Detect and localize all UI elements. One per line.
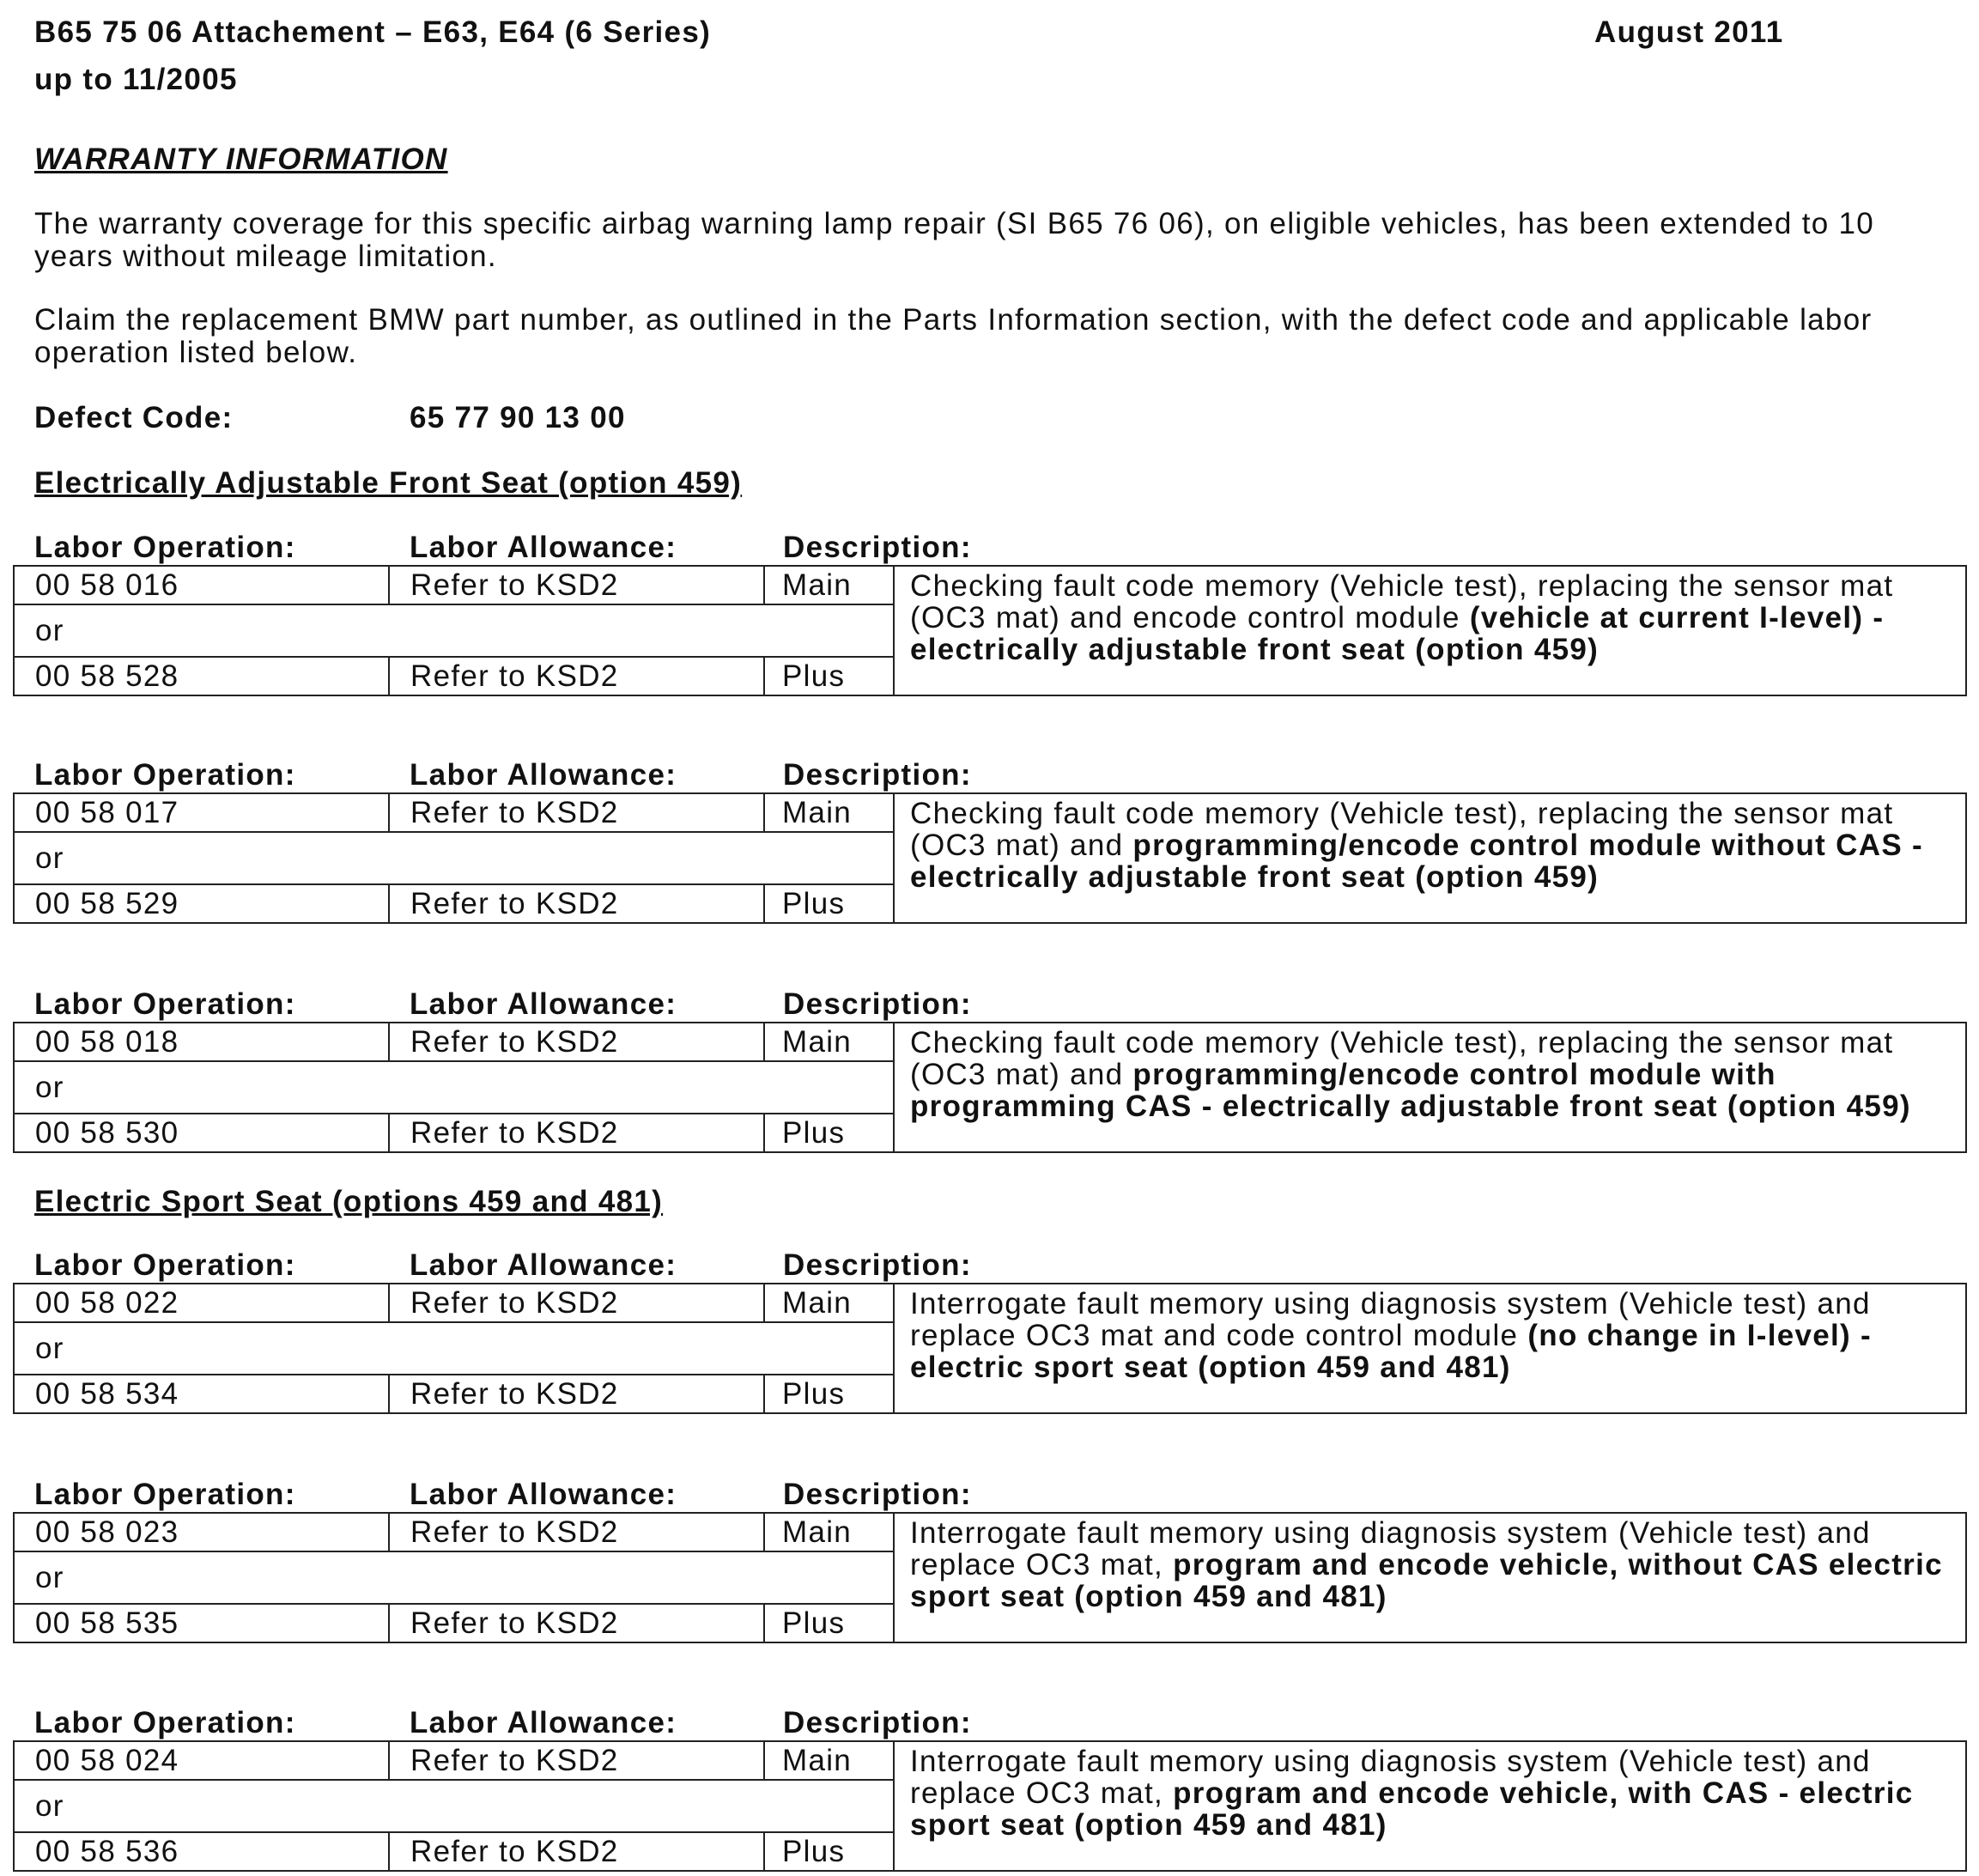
or-separator: or (14, 604, 894, 657)
description-text: Interrogate fault memory using diagnosis system (Vehicle test) and replace OC3 mat, (910, 1516, 1871, 1582)
operation-type-plus: Plus (764, 1604, 894, 1642)
operation-type-plus: Plus (764, 1114, 894, 1152)
column-header-description: Description: (783, 1248, 972, 1282)
description-text: Interrogate fault memory using diagnosis system (Vehicle test) and replace OC3 mat and code control module (910, 1287, 1871, 1352)
labor-operation-main: 00 58 024 (14, 1741, 389, 1780)
warranty-heading: WARRANTY INFORMATION (34, 143, 448, 176)
operation-type-main: Main (764, 1741, 894, 1780)
column-header-labor-operation: Labor Operation: (34, 1248, 296, 1282)
description-text: Interrogate fault memory using diagnosis system (Vehicle test) and replace OC3 mat, (910, 1745, 1871, 1810)
description-cell (894, 793, 1966, 923)
or-separator: or (14, 1061, 894, 1114)
labor-operation-plus: 00 58 529 (14, 884, 389, 923)
document-subtitle: up to 11/2005 (34, 63, 238, 96)
description-cell (894, 1023, 1966, 1152)
labor-operation-plus: 00 58 535 (14, 1604, 389, 1642)
operation-type-main: Main (764, 793, 894, 832)
operation-type-plus: Plus (764, 1832, 894, 1871)
labor-allowance-plus: Refer to KSD2 (389, 884, 764, 923)
description-cell (894, 1284, 1966, 1413)
column-header-description: Description: (783, 1478, 972, 1511)
labor-allowance-plus: Refer to KSD2 (389, 1114, 764, 1152)
operation-type-plus: Plus (764, 1375, 894, 1413)
labor-operation-plus: 00 58 536 (14, 1832, 389, 1871)
operation-type-main: Main (764, 1513, 894, 1551)
section-heading-front-seat: Electrically Adjustable Front Seat (option 459) (34, 466, 743, 500)
table-row (14, 1741, 1966, 1780)
labor-allowance-plus: Refer to KSD2 (389, 1375, 764, 1413)
table-row (14, 793, 1966, 832)
operation-type-main: Main (764, 566, 894, 604)
operation-type-main: Main (764, 1023, 894, 1061)
labor-operation-main: 00 58 018 (14, 1023, 389, 1061)
labor-allowance-main: Refer to KSD2 (389, 1741, 764, 1780)
labor-operation-plus: 00 58 528 (14, 657, 389, 695)
labor-operation-table (13, 1022, 1967, 1153)
column-header-description: Description: (783, 987, 972, 1021)
description-bold-text: (no change in I-level) - electric sport seat (option 459 and 481) (910, 1319, 1872, 1384)
document-date: August 2011 (1594, 15, 1784, 49)
labor-allowance-plus: Refer to KSD2 (389, 1832, 764, 1871)
column-header-labor-operation: Labor Operation: (34, 1478, 296, 1511)
column-header-labor-allowance: Labor Allowance: (410, 1248, 677, 1282)
operation-type-plus: Plus (764, 884, 894, 923)
labor-allowance-main: Refer to KSD2 (389, 566, 764, 604)
labor-operation-main: 00 58 023 (14, 1513, 389, 1551)
description-bold-text: programming/encode control module with programming CAS - electrically adjustable front seat (option 459) (910, 1058, 1911, 1123)
column-header-description: Description: (783, 758, 972, 792)
description-text: Checking fault code memory (Vehicle test), replacing the sensor mat (OC3 mat) and encode control module (910, 569, 1894, 634)
labor-allowance-main: Refer to KSD2 (389, 1023, 764, 1061)
description-bold-text: program and encode vehicle, without CAS electric sport seat (option 459 and 481) (910, 1548, 1943, 1613)
column-header-description: Description: (783, 1706, 972, 1739)
labor-operation-plus: 00 58 530 (14, 1114, 389, 1152)
column-header-labor-allowance: Labor Allowance: (410, 1706, 677, 1739)
or-separator: or (14, 1780, 894, 1832)
labor-operation-table (13, 1512, 1967, 1643)
document-title: B65 75 06 Attachement – E63, E64 (6 Series) (34, 15, 712, 49)
table-row (14, 1284, 1966, 1322)
column-header-labor-allowance: Labor Allowance: (410, 758, 677, 792)
description-text: Checking fault code memory (Vehicle test), replacing the sensor mat (OC3 mat) and (910, 1026, 1894, 1091)
operation-type-main: Main (764, 1284, 894, 1322)
description-text: Checking fault code memory (Vehicle test), replacing the sensor mat (OC3 mat) and (910, 797, 1894, 862)
operation-type-plus: Plus (764, 657, 894, 695)
labor-allowance-main: Refer to KSD2 (389, 793, 764, 832)
table-row (14, 566, 1966, 604)
labor-operation-table (13, 565, 1967, 696)
column-header-labor-operation: Labor Operation: (34, 531, 296, 564)
defect-code-label: Defect Code: (34, 401, 234, 434)
labor-operation-table (13, 792, 1967, 924)
description-cell (894, 566, 1966, 695)
labor-operation-table (13, 1283, 1967, 1414)
column-header-description: Description: (783, 531, 972, 564)
labor-allowance-main: Refer to KSD2 (389, 1513, 764, 1551)
or-separator: or (14, 832, 894, 884)
labor-operation-main: 00 58 022 (14, 1284, 389, 1322)
labor-operation-plus: 00 58 534 (14, 1375, 389, 1413)
table-row (14, 1023, 1966, 1061)
labor-operation-table (13, 1740, 1967, 1872)
description-cell (894, 1741, 1966, 1871)
column-header-labor-operation: Labor Operation: (34, 758, 296, 792)
or-separator: or (14, 1551, 894, 1604)
column-header-labor-allowance: Labor Allowance: (410, 531, 677, 564)
description-cell (894, 1513, 1966, 1642)
table-row (14, 1513, 1966, 1551)
column-header-labor-operation: Labor Operation: (34, 1706, 296, 1739)
description-bold-text: program and encode vehicle, with CAS - electric sport seat (option 459 and 481) (910, 1776, 1914, 1842)
column-header-labor-operation: Labor Operation: (34, 987, 296, 1021)
labor-operation-main: 00 58 016 (14, 566, 389, 604)
warranty-paragraph-1: The warranty coverage for this specific airbag warning lamp repair (SI B65 76 06), on eligible vehicles, has been extended to 10 years without mileage limitation. (34, 207, 1875, 273)
labor-allowance-plus: Refer to KSD2 (389, 657, 764, 695)
or-separator: or (14, 1322, 894, 1375)
column-header-labor-allowance: Labor Allowance: (410, 987, 677, 1021)
description-bold-text: (vehicle at current I-level) - electrically adjustable front seat (option 459) (910, 601, 1885, 666)
labor-allowance-plus: Refer to KSD2 (389, 1604, 764, 1642)
labor-allowance-main: Refer to KSD2 (389, 1284, 764, 1322)
warranty-paragraph-2: Claim the replacement BMW part number, as outlined in the Parts Information section, with the defect code and applicable labor operation listed below. (34, 303, 1873, 369)
column-header-labor-allowance: Labor Allowance: (410, 1478, 677, 1511)
defect-code-value: 65 77 90 13 00 (410, 401, 626, 434)
description-bold-text: programming/encode control module without CAS - electrically adjustable front seat (option 459) (910, 829, 1923, 894)
section-heading-sport-seat: Electric Sport Seat (options 459 and 481) (34, 1185, 664, 1218)
labor-operation-main: 00 58 017 (14, 793, 389, 832)
